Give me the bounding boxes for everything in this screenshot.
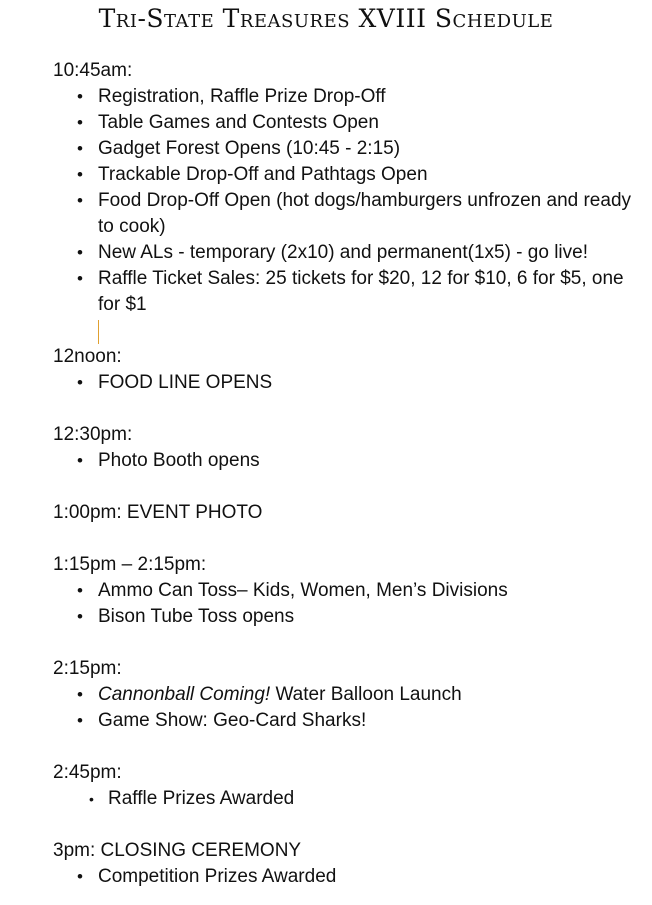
section-time: 1:00pm: EVENT PHOTO	[53, 502, 263, 523]
list-item: • Gadget Forest Opens (10:45 - 2:15)	[53, 136, 633, 162]
section-time: 10:45am:	[53, 60, 133, 81]
bullet-icon: •	[77, 373, 83, 392]
bullet-icon: •	[77, 165, 83, 184]
list-item: • Competition Prizes Awarded	[53, 864, 633, 890]
section-time: 12noon:	[53, 346, 122, 367]
text-cursor-line[interactable]	[53, 318, 633, 344]
text-cursor	[98, 320, 99, 344]
schedule-section-300	[53, 838, 633, 890]
list-item: • Raffle Ticket Sales: 25 tickets for $20, 12 for $10, 6 for $5, one for $1	[77, 268, 624, 315]
schedule-section-100	[53, 500, 633, 526]
schedule-section-1230	[53, 422, 633, 474]
list-item: • Bison Tube Toss opens	[53, 604, 633, 630]
item-list	[53, 370, 633, 396]
item-list	[53, 448, 633, 474]
item-list	[53, 84, 633, 318]
bullet-icon: •	[77, 685, 83, 704]
item-list	[53, 578, 633, 630]
schedule-body	[53, 58, 633, 890]
schedule-section-1045	[53, 58, 633, 344]
list-item: • Table Games and Contests Open	[53, 110, 633, 136]
list-item: • Food Drop-Off Open (hot dogs/hamburgers unfrozen and ready to cook)	[77, 190, 632, 237]
schedule-section-215	[53, 656, 633, 734]
item-list	[53, 864, 633, 890]
list-item: • Trackable Drop-Off and Pathtags Open	[53, 162, 633, 188]
bullet-icon: •	[77, 139, 83, 158]
list-item: • FOOD LINE OPENS	[53, 370, 633, 396]
section-time: 1:15pm – 2:15pm:	[53, 554, 207, 575]
item-list	[53, 786, 633, 812]
schedule-section-12noon	[53, 344, 633, 396]
bullet-icon: •	[77, 451, 83, 470]
bullet-icon: •	[89, 791, 94, 807]
bullet-icon: •	[77, 867, 83, 886]
bullet-icon: •	[77, 269, 83, 288]
bullet-icon: •	[77, 243, 83, 262]
section-time: 2:15pm:	[53, 658, 122, 679]
bullet-icon: •	[77, 581, 83, 600]
schedule-section-115	[53, 552, 633, 630]
bullet-icon: •	[77, 711, 83, 730]
document-title: Tri-State Treasures XVIII Schedule	[98, 4, 554, 33]
list-item: • Photo Booth opens	[53, 448, 633, 474]
list-item: • Registration, Raffle Prize Drop-Off	[53, 84, 633, 110]
section-time: 3pm: CLOSING CEREMONY	[53, 840, 302, 861]
bullet-icon: •	[77, 113, 83, 132]
list-item: • Game Show: Geo-Card Sharks!	[53, 708, 633, 734]
list-item: • Cannonball Coming! Water Balloon Launch	[53, 682, 633, 708]
bullet-icon: •	[77, 607, 83, 626]
list-item: • Ammo Can Toss– Kids, Women, Men’s Divisions	[53, 578, 633, 604]
section-time: 12:30pm:	[53, 424, 133, 445]
schedule-section-245	[53, 760, 633, 812]
list-item: • Raffle Prizes Awarded	[53, 786, 633, 812]
list-item: • New ALs - temporary (2x10) and permanent(1x5) - go live!	[53, 240, 633, 266]
bullet-icon: •	[77, 87, 83, 106]
item-list	[53, 682, 633, 734]
bullet-icon: •	[77, 191, 83, 210]
section-time: 2:45pm:	[53, 762, 122, 783]
